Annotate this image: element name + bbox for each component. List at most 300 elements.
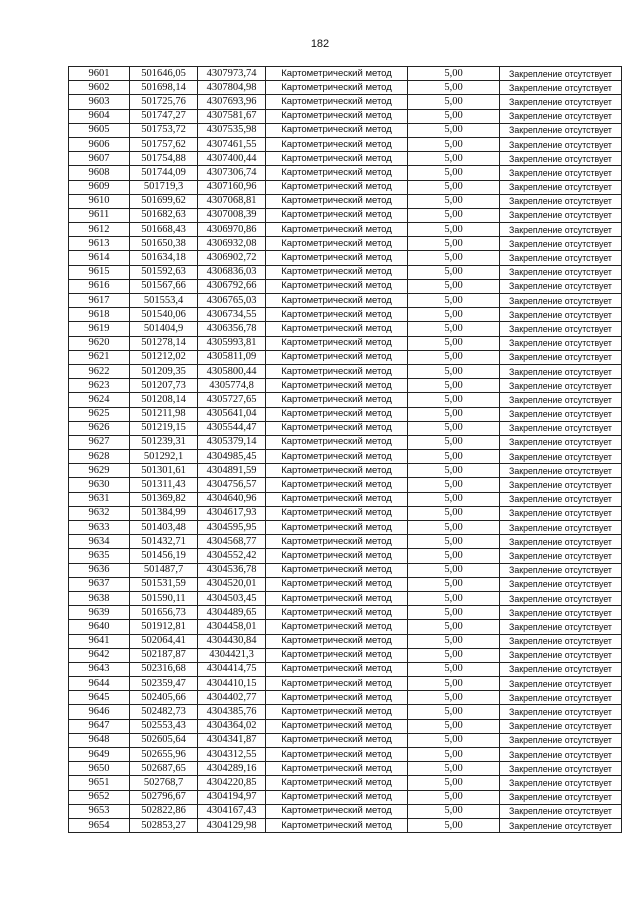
fixation-cell: Закрепление отсутствует: [500, 591, 622, 605]
table-row: [69, 435, 622, 449]
x-coordinate-cell: 501650,38: [130, 237, 198, 251]
point-number-cell: 9625: [69, 407, 130, 421]
method-cell: Картометрический метод: [266, 67, 408, 81]
y-coordinate-cell: 4304289,16: [198, 762, 266, 776]
fixation-cell: Закрепление отсутствует: [500, 804, 622, 818]
fixation-cell: Закрепление отсутствует: [500, 478, 622, 492]
x-coordinate-cell: 501540,06: [130, 308, 198, 322]
point-number-cell: 9646: [69, 705, 130, 719]
accuracy-cell: 5,00: [408, 733, 500, 747]
table-row: [69, 308, 622, 322]
table-row: [69, 535, 622, 549]
accuracy-cell: 5,00: [408, 549, 500, 563]
y-coordinate-cell: 4304640,96: [198, 492, 266, 506]
y-coordinate-cell: 4304617,93: [198, 506, 266, 520]
fixation-cell: Закрепление отсутствует: [500, 152, 622, 166]
y-coordinate-cell: 4304430,84: [198, 634, 266, 648]
point-number-cell: 9626: [69, 421, 130, 435]
accuracy-cell: 5,00: [408, 393, 500, 407]
accuracy-cell: 5,00: [408, 166, 500, 180]
fixation-cell: Закрепление отсутствует: [500, 336, 622, 350]
table-row: [69, 137, 622, 151]
x-coordinate-cell: 501567,66: [130, 279, 198, 293]
point-number-cell: 9624: [69, 393, 130, 407]
accuracy-cell: 5,00: [408, 450, 500, 464]
method-cell: Картометрический метод: [266, 804, 408, 818]
method-cell: Картометрический метод: [266, 393, 408, 407]
y-coordinate-cell: 4304220,85: [198, 776, 266, 790]
point-number-cell: 9618: [69, 308, 130, 322]
accuracy-cell: 5,00: [408, 521, 500, 535]
method-cell: Картометрический метод: [266, 194, 408, 208]
x-coordinate-cell: 501744,09: [130, 166, 198, 180]
y-coordinate-cell: 4305993,81: [198, 336, 266, 350]
table-row: [69, 237, 622, 251]
method-cell: Картометрический метод: [266, 620, 408, 634]
accuracy-cell: 5,00: [408, 478, 500, 492]
fixation-cell: Закрепление отсутствует: [500, 322, 622, 336]
point-number-cell: 9651: [69, 776, 130, 790]
fixation-cell: Закрепление отсутствует: [500, 535, 622, 549]
method-cell: Картометрический метод: [266, 364, 408, 378]
method-cell: Картометрический метод: [266, 350, 408, 364]
method-cell: Картометрический метод: [266, 691, 408, 705]
accuracy-cell: 5,00: [408, 67, 500, 81]
table-row: [69, 705, 622, 719]
method-cell: Картометрический метод: [266, 81, 408, 95]
x-coordinate-cell: 501725,76: [130, 95, 198, 109]
coordinates-table-body: [69, 67, 622, 833]
y-coordinate-cell: 4306902,72: [198, 251, 266, 265]
method-cell: Картометрический метод: [266, 166, 408, 180]
table-row: [69, 95, 622, 109]
method-cell: Картометрический метод: [266, 322, 408, 336]
accuracy-cell: 5,00: [408, 790, 500, 804]
x-coordinate-cell: 502553,43: [130, 719, 198, 733]
x-coordinate-cell: 501239,31: [130, 435, 198, 449]
fixation-cell: Закрепление отсутствует: [500, 606, 622, 620]
point-number-cell: 9627: [69, 435, 130, 449]
table-row: [69, 407, 622, 421]
y-coordinate-cell: 4304410,15: [198, 677, 266, 691]
table-row: [69, 322, 622, 336]
fixation-cell: Закрепление отсутствует: [500, 818, 622, 832]
x-coordinate-cell: 501531,59: [130, 577, 198, 591]
method-cell: Картометрический метод: [266, 662, 408, 676]
method-cell: Картометрический метод: [266, 762, 408, 776]
accuracy-cell: 5,00: [408, 691, 500, 705]
table-row: [69, 194, 622, 208]
point-number-cell: 9630: [69, 478, 130, 492]
fixation-cell: Закрепление отсутствует: [500, 662, 622, 676]
accuracy-cell: 5,00: [408, 818, 500, 832]
point-number-cell: 9607: [69, 152, 130, 166]
y-coordinate-cell: 4304595,95: [198, 521, 266, 535]
method-cell: Картометрический метод: [266, 591, 408, 605]
table-row: [69, 606, 622, 620]
x-coordinate-cell: 502796,67: [130, 790, 198, 804]
point-number-cell: 9638: [69, 591, 130, 605]
table-row: [69, 506, 622, 520]
y-coordinate-cell: 4304341,87: [198, 733, 266, 747]
table-row: [69, 549, 622, 563]
fixation-cell: Закрепление отсутствует: [500, 308, 622, 322]
table-row: [69, 733, 622, 747]
fixation-cell: Закрепление отсутствует: [500, 81, 622, 95]
x-coordinate-cell: 501719,3: [130, 180, 198, 194]
x-coordinate-cell: 501384,99: [130, 506, 198, 520]
point-number-cell: 9628: [69, 450, 130, 464]
x-coordinate-cell: 501403,48: [130, 521, 198, 535]
x-coordinate-cell: 502405,66: [130, 691, 198, 705]
method-cell: Картометрический метод: [266, 223, 408, 237]
fixation-cell: Закрепление отсутствует: [500, 733, 622, 747]
fixation-cell: Закрепление отсутствует: [500, 691, 622, 705]
point-number-cell: 9621: [69, 350, 130, 364]
method-cell: Картометрический метод: [266, 549, 408, 563]
fixation-cell: Закрепление отсутствует: [500, 180, 622, 194]
y-coordinate-cell: 4304536,78: [198, 563, 266, 577]
table-row: [69, 279, 622, 293]
point-number-cell: 9606: [69, 137, 130, 151]
table-row: [69, 748, 622, 762]
fixation-cell: Закрепление отсутствует: [500, 677, 622, 691]
accuracy-cell: 5,00: [408, 634, 500, 648]
table-row: [69, 790, 622, 804]
x-coordinate-cell: 501487,7: [130, 563, 198, 577]
accuracy-cell: 5,00: [408, 137, 500, 151]
y-coordinate-cell: 4304552,42: [198, 549, 266, 563]
method-cell: Картометрический метод: [266, 407, 408, 421]
table-row: [69, 109, 622, 123]
point-number-cell: 9639: [69, 606, 130, 620]
y-coordinate-cell: 4304194,97: [198, 790, 266, 804]
x-coordinate-cell: 501456,19: [130, 549, 198, 563]
accuracy-cell: 5,00: [408, 308, 500, 322]
accuracy-cell: 5,00: [408, 591, 500, 605]
fixation-cell: Закрепление отсутствует: [500, 137, 622, 151]
x-coordinate-cell: 501278,14: [130, 336, 198, 350]
point-number-cell: 9609: [69, 180, 130, 194]
fixation-cell: Закрепление отсутствует: [500, 379, 622, 393]
x-coordinate-cell: 501553,4: [130, 294, 198, 308]
method-cell: Картометрический метод: [266, 237, 408, 251]
fixation-cell: Закрепление отсутствует: [500, 634, 622, 648]
table-row: [69, 662, 622, 676]
x-coordinate-cell: 501301,61: [130, 464, 198, 478]
accuracy-cell: 5,00: [408, 464, 500, 478]
fixation-cell: Закрепление отсутствует: [500, 762, 622, 776]
fixation-cell: Закрепление отсутствует: [500, 294, 622, 308]
table-row: [69, 648, 622, 662]
fixation-cell: Закрепление отсутствует: [500, 95, 622, 109]
method-cell: Картометрический метод: [266, 251, 408, 265]
y-coordinate-cell: 4304891,59: [198, 464, 266, 478]
point-number-cell: 9654: [69, 818, 130, 832]
method-cell: Картометрический метод: [266, 123, 408, 137]
x-coordinate-cell: 502822,86: [130, 804, 198, 818]
point-number-cell: 9614: [69, 251, 130, 265]
method-cell: Картометрический метод: [266, 677, 408, 691]
x-coordinate-cell: 502605,64: [130, 733, 198, 747]
x-coordinate-cell: 502064,41: [130, 634, 198, 648]
x-coordinate-cell: 501219,15: [130, 421, 198, 435]
table-row: [69, 620, 622, 634]
point-number-cell: 9623: [69, 379, 130, 393]
table-row: [69, 818, 622, 832]
table-row: [69, 521, 622, 535]
point-number-cell: 9631: [69, 492, 130, 506]
method-cell: Картометрический метод: [266, 719, 408, 733]
y-coordinate-cell: 4304167,43: [198, 804, 266, 818]
method-cell: Картометрический метод: [266, 308, 408, 322]
point-number-cell: 9612: [69, 223, 130, 237]
y-coordinate-cell: 4304985,45: [198, 450, 266, 464]
accuracy-cell: 5,00: [408, 620, 500, 634]
y-coordinate-cell: 4306734,55: [198, 308, 266, 322]
x-coordinate-cell: 501432,71: [130, 535, 198, 549]
table-row: [69, 208, 622, 222]
point-number-cell: 9617: [69, 294, 130, 308]
point-number-cell: 9647: [69, 719, 130, 733]
accuracy-cell: 5,00: [408, 677, 500, 691]
x-coordinate-cell: 501292,1: [130, 450, 198, 464]
method-cell: Картометрический метод: [266, 435, 408, 449]
point-number-cell: 9633: [69, 521, 130, 535]
y-coordinate-cell: 4306356,78: [198, 322, 266, 336]
table-row: [69, 81, 622, 95]
method-cell: Картометрический метод: [266, 279, 408, 293]
x-coordinate-cell: 501404,9: [130, 322, 198, 336]
coordinates-table: [68, 66, 622, 833]
table-row: [69, 563, 622, 577]
y-coordinate-cell: 4304568,77: [198, 535, 266, 549]
method-cell: Картометрический метод: [266, 634, 408, 648]
point-number-cell: 9611: [69, 208, 130, 222]
accuracy-cell: 5,00: [408, 123, 500, 137]
point-number-cell: 9610: [69, 194, 130, 208]
method-cell: Картометрический метод: [266, 421, 408, 435]
fixation-cell: Закрепление отсутствует: [500, 620, 622, 634]
point-number-cell: 9629: [69, 464, 130, 478]
method-cell: Картометрический метод: [266, 790, 408, 804]
y-coordinate-cell: 4305727,65: [198, 393, 266, 407]
accuracy-cell: 5,00: [408, 223, 500, 237]
x-coordinate-cell: 501311,43: [130, 478, 198, 492]
method-cell: Картометрический метод: [266, 521, 408, 535]
table-row: [69, 591, 622, 605]
accuracy-cell: 5,00: [408, 336, 500, 350]
y-coordinate-cell: 4304129,98: [198, 818, 266, 832]
y-coordinate-cell: 4307973,74: [198, 67, 266, 81]
accuracy-cell: 5,00: [408, 379, 500, 393]
point-number-cell: 9637: [69, 577, 130, 591]
fixation-cell: Закрепление отсутствует: [500, 67, 622, 81]
y-coordinate-cell: 4305800,44: [198, 364, 266, 378]
table-row: [69, 691, 622, 705]
table-row: [69, 379, 622, 393]
y-coordinate-cell: 4306792,66: [198, 279, 266, 293]
x-coordinate-cell: 501656,73: [130, 606, 198, 620]
y-coordinate-cell: 4304312,55: [198, 748, 266, 762]
point-number-cell: 9653: [69, 804, 130, 818]
method-cell: Картометрический метод: [266, 152, 408, 166]
fixation-cell: Закрепление отсутствует: [500, 492, 622, 506]
accuracy-cell: 5,00: [408, 279, 500, 293]
method-cell: Картометрический метод: [266, 492, 408, 506]
table-row: [69, 152, 622, 166]
fixation-cell: Закрепление отсутствует: [500, 790, 622, 804]
table-row: [69, 634, 622, 648]
y-coordinate-cell: 4305811,09: [198, 350, 266, 364]
accuracy-cell: 5,00: [408, 435, 500, 449]
accuracy-cell: 5,00: [408, 648, 500, 662]
fixation-cell: Закрепление отсутствует: [500, 407, 622, 421]
method-cell: Картометрический метод: [266, 109, 408, 123]
point-number-cell: 9645: [69, 691, 130, 705]
x-coordinate-cell: 501757,62: [130, 137, 198, 151]
method-cell: Картометрический метод: [266, 336, 408, 350]
fixation-cell: Закрепление отсутствует: [500, 521, 622, 535]
fixation-cell: Закрепление отсутствует: [500, 123, 622, 137]
point-number-cell: 9616: [69, 279, 130, 293]
fixation-cell: Закрепление отсутствует: [500, 450, 622, 464]
fixation-cell: Закрепление отсутствует: [500, 237, 622, 251]
fixation-cell: Закрепление отсутствует: [500, 166, 622, 180]
accuracy-cell: 5,00: [408, 577, 500, 591]
y-coordinate-cell: 4306932,08: [198, 237, 266, 251]
fixation-cell: Закрепление отсутствует: [500, 364, 622, 378]
table-row: [69, 364, 622, 378]
point-number-cell: 9641: [69, 634, 130, 648]
point-number-cell: 9608: [69, 166, 130, 180]
fixation-cell: Закрепление отсутствует: [500, 350, 622, 364]
fixation-cell: Закрепление отсутствует: [500, 194, 622, 208]
accuracy-cell: 5,00: [408, 194, 500, 208]
method-cell: Картометрический метод: [266, 464, 408, 478]
point-number-cell: 9643: [69, 662, 130, 676]
point-number-cell: 9644: [69, 677, 130, 691]
table-row: [69, 719, 622, 733]
x-coordinate-cell: 501754,88: [130, 152, 198, 166]
method-cell: Картометрический метод: [266, 535, 408, 549]
method-cell: Картометрический метод: [266, 450, 408, 464]
y-coordinate-cell: 4307400,44: [198, 152, 266, 166]
x-coordinate-cell: 501207,73: [130, 379, 198, 393]
accuracy-cell: 5,00: [408, 762, 500, 776]
point-number-cell: 9601: [69, 67, 130, 81]
method-cell: Картометрический метод: [266, 95, 408, 109]
table-row: [69, 265, 622, 279]
table-row: [69, 251, 622, 265]
x-coordinate-cell: 501646,05: [130, 67, 198, 81]
y-coordinate-cell: 4307306,74: [198, 166, 266, 180]
x-coordinate-cell: 501747,27: [130, 109, 198, 123]
y-coordinate-cell: 4306765,03: [198, 294, 266, 308]
y-coordinate-cell: 4304489,65: [198, 606, 266, 620]
point-number-cell: 9635: [69, 549, 130, 563]
table-row: [69, 577, 622, 591]
y-coordinate-cell: 4307581,67: [198, 109, 266, 123]
accuracy-cell: 5,00: [408, 748, 500, 762]
y-coordinate-cell: 4304503,45: [198, 591, 266, 605]
point-number-cell: 9620: [69, 336, 130, 350]
x-coordinate-cell: 502853,27: [130, 818, 198, 832]
x-coordinate-cell: 501590,11: [130, 591, 198, 605]
y-coordinate-cell: 4304520,01: [198, 577, 266, 591]
accuracy-cell: 5,00: [408, 81, 500, 95]
point-number-cell: 9634: [69, 535, 130, 549]
accuracy-cell: 5,00: [408, 180, 500, 194]
x-coordinate-cell: 502655,96: [130, 748, 198, 762]
accuracy-cell: 5,00: [408, 265, 500, 279]
table-row: [69, 492, 622, 506]
accuracy-cell: 5,00: [408, 421, 500, 435]
method-cell: Картометрический метод: [266, 818, 408, 832]
accuracy-cell: 5,00: [408, 251, 500, 265]
y-coordinate-cell: 4304385,76: [198, 705, 266, 719]
fixation-cell: Закрепление отсутствует: [500, 705, 622, 719]
accuracy-cell: 5,00: [408, 563, 500, 577]
y-coordinate-cell: 4305774,8: [198, 379, 266, 393]
table-row: [69, 67, 622, 81]
y-coordinate-cell: 4306836,03: [198, 265, 266, 279]
fixation-cell: Закрепление отсутствует: [500, 279, 622, 293]
point-number-cell: 9603: [69, 95, 130, 109]
table-row: [69, 350, 622, 364]
method-cell: Картометрический метод: [266, 563, 408, 577]
accuracy-cell: 5,00: [408, 208, 500, 222]
table-row: [69, 336, 622, 350]
y-coordinate-cell: 4304756,57: [198, 478, 266, 492]
table-row: [69, 393, 622, 407]
y-coordinate-cell: 4307008,39: [198, 208, 266, 222]
point-number-cell: 9615: [69, 265, 130, 279]
y-coordinate-cell: 4305379,14: [198, 435, 266, 449]
accuracy-cell: 5,00: [408, 776, 500, 790]
x-coordinate-cell: 501209,35: [130, 364, 198, 378]
accuracy-cell: 5,00: [408, 662, 500, 676]
table-row: [69, 762, 622, 776]
method-cell: Картометрический метод: [266, 137, 408, 151]
x-coordinate-cell: 501912,81: [130, 620, 198, 634]
method-cell: Картометрический метод: [266, 180, 408, 194]
table-row: [69, 223, 622, 237]
point-number-cell: 9652: [69, 790, 130, 804]
x-coordinate-cell: 501208,14: [130, 393, 198, 407]
y-coordinate-cell: 4306970,86: [198, 223, 266, 237]
x-coordinate-cell: 501699,62: [130, 194, 198, 208]
y-coordinate-cell: 4304414,75: [198, 662, 266, 676]
fixation-cell: Закрепление отсутствует: [500, 748, 622, 762]
point-number-cell: 9642: [69, 648, 130, 662]
fixation-cell: Закрепление отсутствует: [500, 435, 622, 449]
y-coordinate-cell: 4307535,98: [198, 123, 266, 137]
y-coordinate-cell: 4307804,98: [198, 81, 266, 95]
page-number: 182: [310, 38, 330, 50]
point-number-cell: 9648: [69, 733, 130, 747]
method-cell: Картометрический метод: [266, 379, 408, 393]
accuracy-cell: 5,00: [408, 506, 500, 520]
table-row: [69, 166, 622, 180]
method-cell: Картометрический метод: [266, 506, 408, 520]
y-coordinate-cell: 4307461,55: [198, 137, 266, 151]
method-cell: Картометрический метод: [266, 577, 408, 591]
accuracy-cell: 5,00: [408, 364, 500, 378]
point-number-cell: 9640: [69, 620, 130, 634]
accuracy-cell: 5,00: [408, 294, 500, 308]
table-row: [69, 804, 622, 818]
